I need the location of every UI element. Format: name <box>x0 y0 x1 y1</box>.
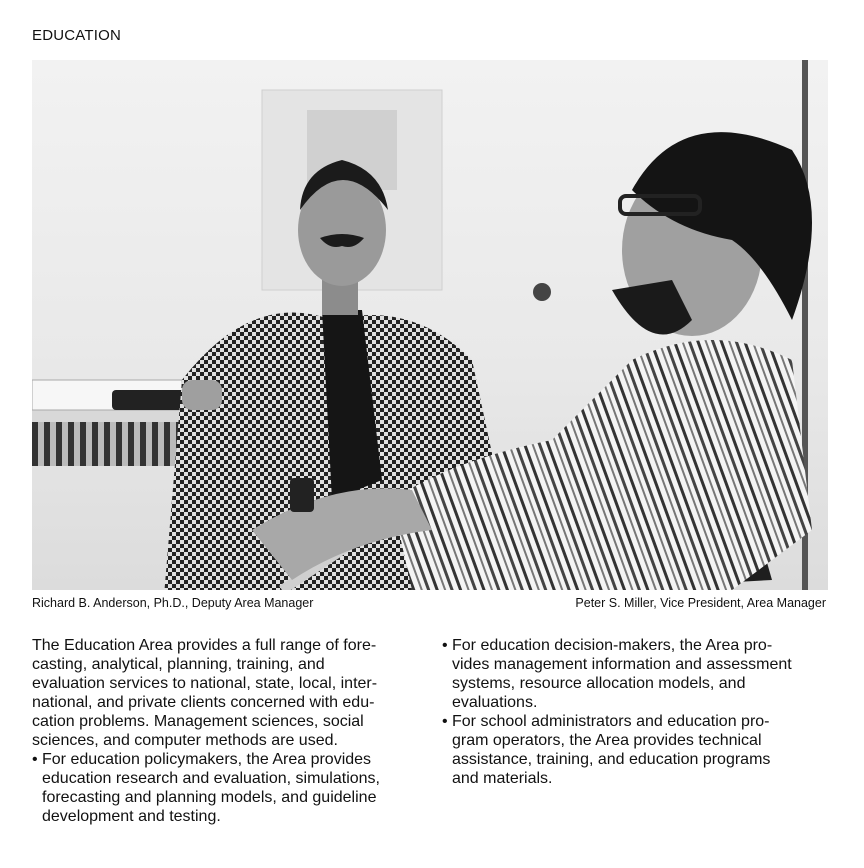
bullet-line: forecasting and planning models, and guideline <box>42 789 377 806</box>
intro-line: The Education Area provides a full range of fore- <box>32 637 377 654</box>
bullet-icon: • <box>442 637 448 654</box>
caption-left: Richard B. Anderson, Ph.D., Deputy Area Manager <box>32 596 314 610</box>
bullet-line: development and testing. <box>42 808 221 825</box>
bullet-icon: • <box>32 751 38 768</box>
intro-line: evaluation services to national, state, local, inter- <box>32 675 378 692</box>
intro-line: national, and private clients concerned with edu- <box>32 694 375 711</box>
bullet-line: For school administrators and education pro- <box>452 713 770 730</box>
bullet-line: gram operators, the Area provides technical <box>452 732 762 749</box>
bullet-icon: • <box>442 713 448 730</box>
intro-line: casting, analytical, planning, training, and <box>32 656 325 673</box>
photo <box>32 60 828 590</box>
bullet-line: assistance, training, and education programs <box>452 751 771 768</box>
intro-paragraph <box>32 636 420 750</box>
bullet-line: education research and evaluation, simulations, <box>42 770 380 787</box>
bullet-line: and materials. <box>452 770 553 787</box>
bullet-item-policymakers <box>32 750 420 826</box>
bullet-line: systems, resource allocation models, and <box>452 675 746 692</box>
bullet-line: For education policymakers, the Area provides <box>42 751 372 768</box>
bullet-line: evaluations. <box>452 694 538 711</box>
bullet-line: For education decision-makers, the Area pro- <box>452 637 773 654</box>
section-heading: EDUCATION <box>32 27 122 44</box>
text-column-right <box>442 636 834 788</box>
bullet-item-administrators <box>442 712 834 788</box>
photo-illustration <box>32 60 828 590</box>
door-knob <box>533 283 551 301</box>
bullet-item-decision-makers <box>442 636 834 712</box>
text-column-left <box>32 636 420 826</box>
caption-right: Peter S. Miller, Vice President, Area Manager <box>575 596 826 610</box>
intro-line: sciences, and computer methods are used. <box>32 732 338 749</box>
intro-line: cation problems. Management sciences, social <box>32 713 364 730</box>
bullet-line: vides management information and assessment <box>452 656 792 673</box>
